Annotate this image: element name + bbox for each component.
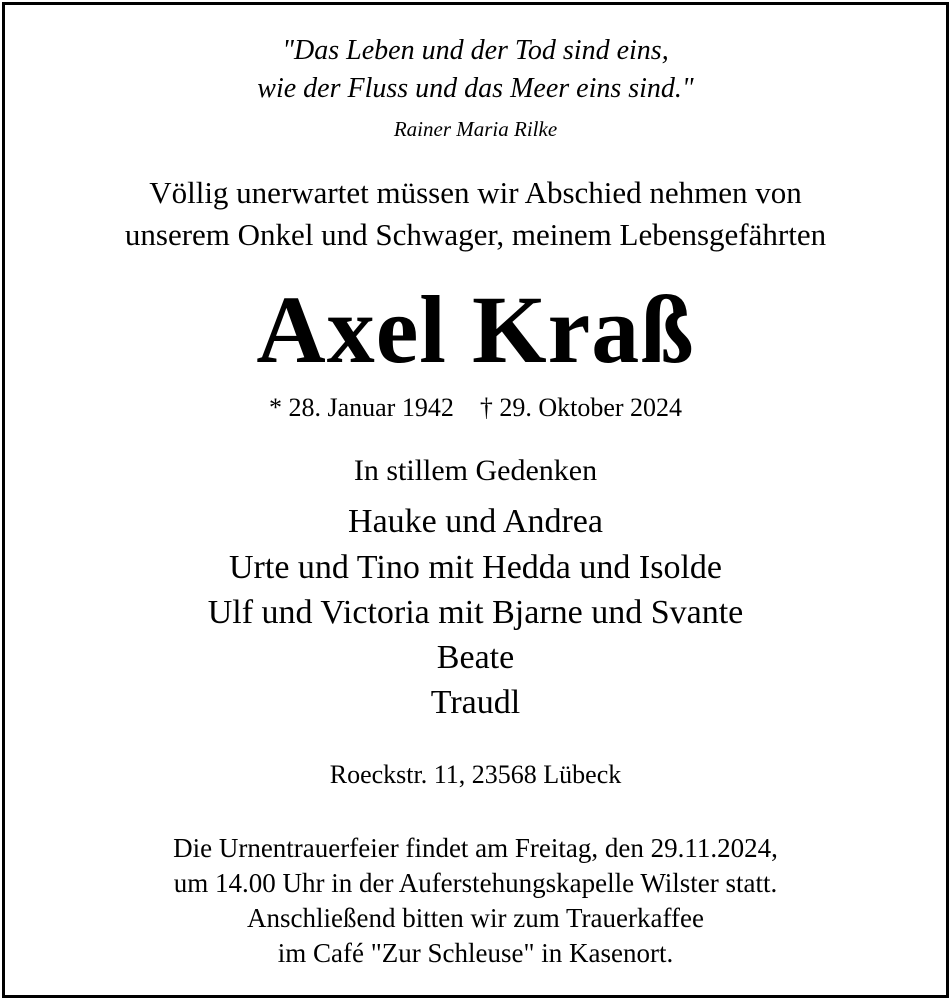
quote-author: Rainer Maria Rilke: [393, 117, 558, 141]
mourner-line: Traudl: [430, 684, 521, 721]
birth-date: * 28. Januar 1942: [268, 393, 454, 422]
ceremony-line-3: Anschließend bitten wir zum Trauerkaffee: [247, 903, 704, 933]
deceased-name: Axel Kraß: [256, 276, 695, 383]
ceremony-line-1: Die Urnentrauerfeier findet am Freitag, den 29.11.2024,: [173, 833, 778, 863]
ceremony-line-4: im Café "Zur Schleuse" in Kasenort.: [277, 938, 674, 968]
intro-line-2: unserem Onkel und Schwager, meinem Lebensgefährten: [124, 217, 827, 252]
mourners-heading: In stillem Gedenken: [353, 454, 598, 487]
death-date: † 29. Oktober 2024: [479, 393, 683, 422]
quote-line-1: "Das Leben und der Tod sind eins,: [282, 35, 669, 66]
ceremony-line-2: um 14.00 Uhr in der Auferstehungskapelle Wilster statt.: [173, 868, 778, 898]
mourner-line: Ulf und Victoria mit Bjarne und Svante: [207, 594, 744, 631]
intro-line-1: Völlig unerwartet müssen wir Abschied nehmen von: [149, 175, 802, 210]
mourner-line: Beate: [436, 639, 515, 676]
quote-line-2: wie der Fluss und das Meer eins sind.": [257, 73, 694, 104]
mourner-line: Hauke und Andrea: [348, 503, 603, 540]
address: Roeckstr. 11, 23568 Lübeck: [329, 760, 622, 789]
life-dates: [0, 395, 951, 421]
mourner-line: Urte und Tino mit Hedda und Isolde: [229, 549, 722, 586]
